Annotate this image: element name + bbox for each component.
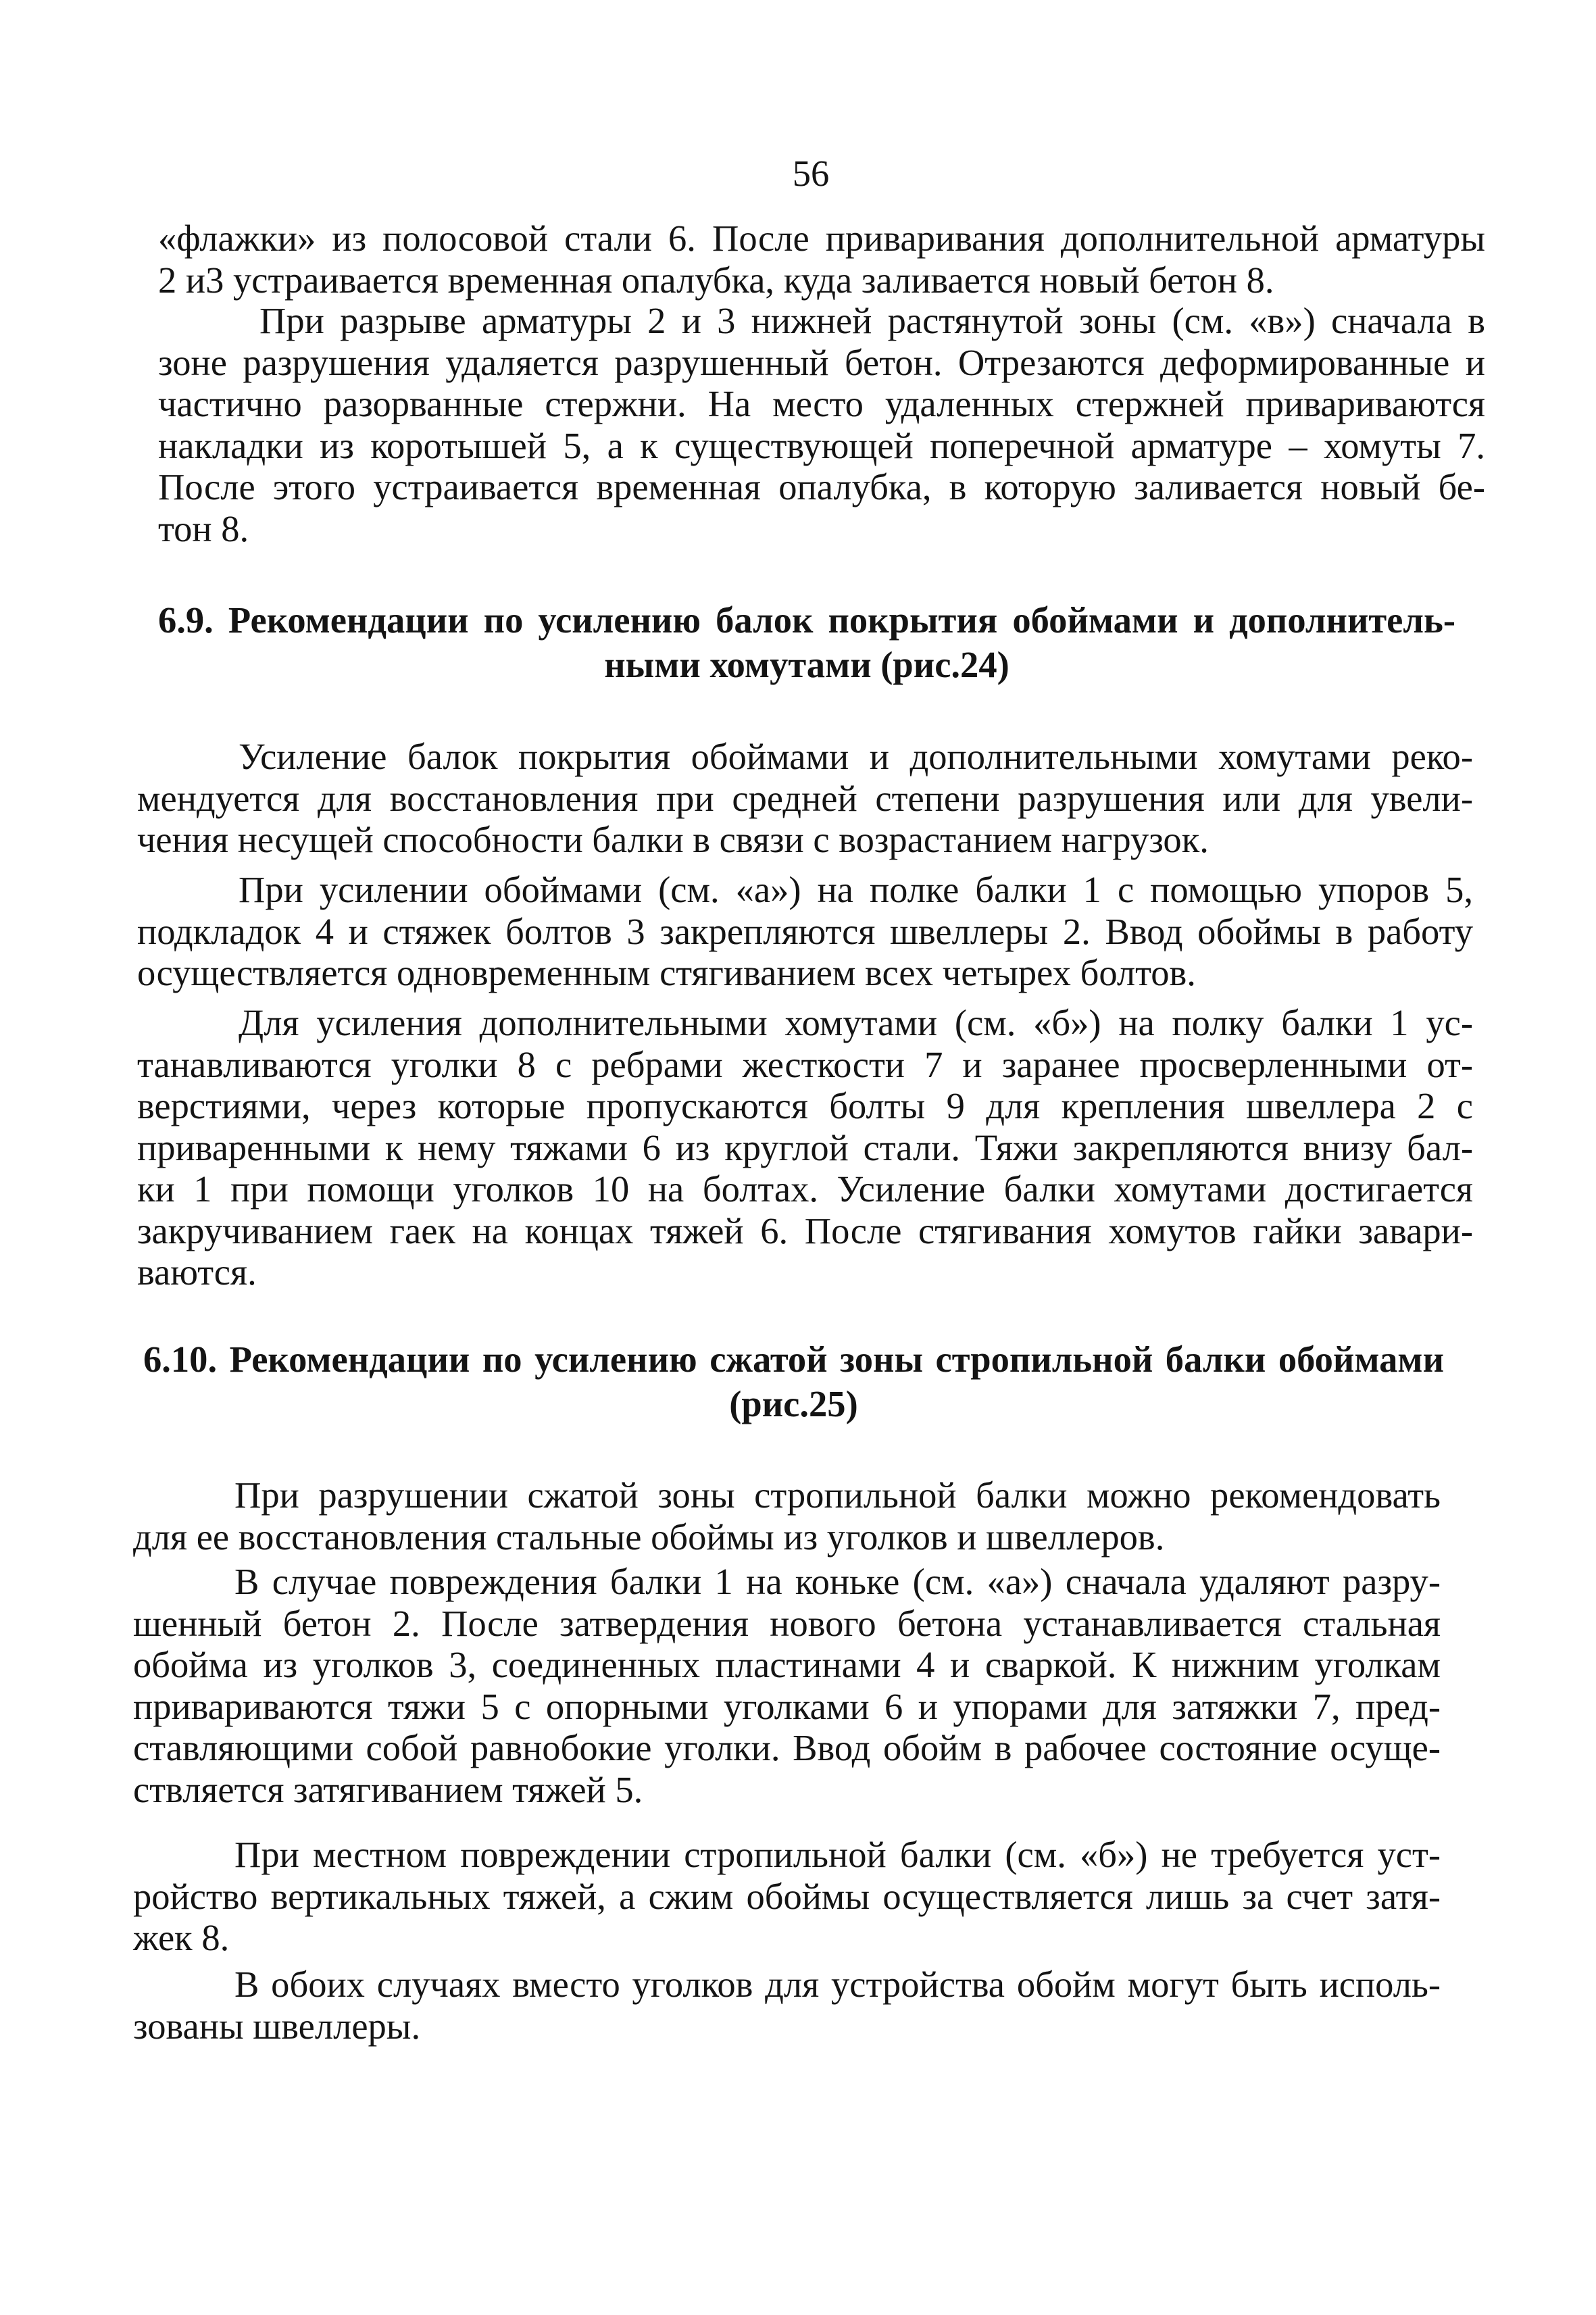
paragraph-line: зоне разрушения удаляется разрушенный бетон. Отрезаются деформированные и [158, 341, 1485, 383]
paragraph-line: подкладок 4 и стяжек болтов 3 закрепляются швеллеры 2. Ввод обоймы в работу [137, 910, 1473, 952]
paragraph-line: «флажки» из полосовой стали 6. После приваривания дополнительной арматуры [158, 218, 1485, 259]
paragraph-line: верстиями, через которые пропускаются болты 9 для крепления швеллера 2 с [137, 1085, 1473, 1126]
paragraph-line: 2 и3 устраивается временная опалубка, куда заливается новый бетон 8. [158, 259, 1274, 301]
section-heading-line: 6.9. Рекомендации по усилению балок покрытия обоймами и дополнитель- [158, 599, 1455, 641]
paragraph-line: танавливаются уголки 8 с ребрами жесткости 7 и заранее просверленными от- [137, 1043, 1473, 1085]
paragraph-line: В случае повреждения балки 1 на коньке (см. «а») сначала удаляют разру- [234, 1561, 1441, 1602]
paragraph-line: мендуется для восстановления при средней степени разрушения или для увели- [137, 777, 1473, 819]
section-heading [143, 1337, 1444, 1426]
paragraph-line: привариваются тяжи 5 с опорными уголками 6 и упорами для затяжки 7, пред- [133, 1685, 1441, 1727]
paragraph-line: закручиванием гаек на концах тяжей 6. После стягивания хомутов гайки завари- [137, 1210, 1473, 1251]
paragraph [158, 300, 1485, 549]
paragraph-line: шенный бетон 2. После затвердения нового бетона устанавливается стальная [133, 1602, 1441, 1644]
paragraph-line: При разрушении сжатой зоны стропильной балки можно рекомендовать [234, 1474, 1441, 1516]
paragraph-line: тон 8. [158, 507, 249, 549]
paragraph-line: жек 8. [133, 1917, 230, 1958]
section-heading-line: ными хомутами (рис.24) [604, 644, 1009, 685]
paragraph-line: приваренными к нему тяжами 6 из круглой стали. Тяжи закрепляются внизу бал- [137, 1126, 1473, 1168]
paragraph-line: Усиление балок покрытия обоймами и дополнительными хомутами реко- [239, 736, 1473, 777]
paragraph-line: После этого устраивается временная опалубка, в которую заливается новый бе- [158, 466, 1485, 507]
paragraph [133, 1834, 1441, 1959]
paragraph-line: В обоих случаях вместо уголков для устройства обойм могут быть исполь- [234, 1964, 1441, 2005]
paragraph-line: ваются. [137, 1251, 257, 1293]
section-heading-line: 6.10. Рекомендации по усилению сжатой зоны стропильной балки обоймами [143, 1339, 1444, 1380]
paragraph-line: частично разорванные стержни. На место удаленных стержней привариваются [158, 383, 1485, 424]
paragraph-line: чения несущей способности балки в связи с возрастанием нагрузок. [137, 819, 1209, 860]
paragraph-line: ройство вертикальных тяжей, а сжим обоймы осуществляется лишь за счет затя- [133, 1875, 1441, 1917]
paragraph [158, 218, 1485, 301]
paragraph-line: При усилении обоймами (см. «а») на полке балки 1 с помощью упоров 5, [239, 869, 1473, 910]
paragraph-line: Для усиления дополнительными хомутами (см. «б») на полку балки 1 ус- [239, 1002, 1473, 1043]
section-heading-line: (рис.25) [729, 1383, 858, 1424]
paragraph-line: для ее восстановления стальные обоймы из уголков и швеллеров. [133, 1516, 1165, 1558]
paragraph [133, 1561, 1441, 1810]
section-heading [158, 598, 1455, 687]
paragraph [133, 1474, 1441, 1558]
paragraph-line: накладки из коротышей 5, а к существующей поперечной арматуре – хомуты 7. [158, 424, 1485, 466]
paragraph-line: При местном повреждении стропильной балки (см. «б») не требуется уст- [234, 1834, 1441, 1875]
paragraph-line: ки 1 при помощи уголков 10 на болтах. Усиление балки хомутами достигается [137, 1168, 1473, 1210]
paragraph-line: При разрыве арматуры 2 и 3 нижней растянутой зоны (см. «в») сначала в [259, 300, 1485, 341]
paragraph-line: ставляющими собой равнобокие уголки. Ввод обойм в рабочее состояние осуще- [133, 1727, 1441, 1768]
paragraph-line: обойма из уголков 3, соединенных пластинами 4 и сваркой. К нижним уголкам [133, 1644, 1441, 1685]
paragraph [133, 1964, 1441, 2047]
paragraph [137, 736, 1473, 861]
paragraph-line: осуществляется одновременным стягиванием всех четырех болтов. [137, 952, 1196, 993]
page-number: 56 [792, 153, 830, 194]
paragraph-line: ствляется затягиванием тяжей 5. [133, 1768, 643, 1810]
paragraph-line: зованы швеллеры. [133, 2005, 421, 2047]
paragraph [137, 1002, 1473, 1293]
paragraph [137, 869, 1473, 994]
